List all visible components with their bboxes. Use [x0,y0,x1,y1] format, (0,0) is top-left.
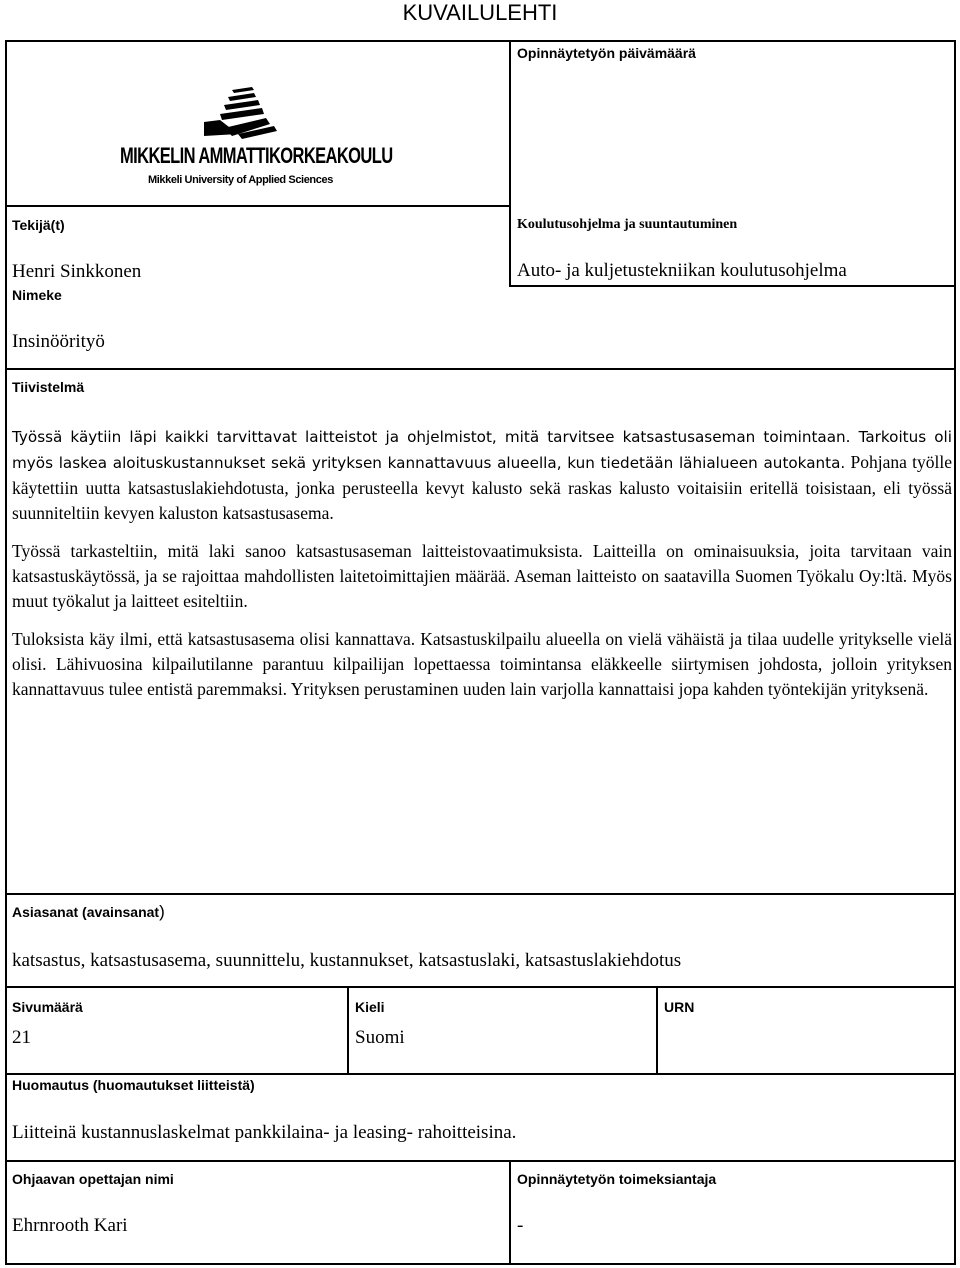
title-label: Nimeke [12,287,62,303]
logo-subtitle: Mikkeli University of Applied Sciences [148,174,333,186]
divider [509,40,511,286]
divider [5,986,956,988]
keywords-label-tail: ) [159,902,165,921]
programme-value: Auto- ja kuljetustekniikan koulutusohjelma [517,260,847,281]
abstract-label: Tiivistelmä [12,379,85,395]
supervisor-value: Ehrnrooth Kari [12,1215,128,1236]
keywords-value: katsastus, katsastusasema, suunnittelu, kustannukset, katsastuslaki, katsastuslakiehdotus [12,950,682,971]
programme-label: Koulutusohjelma ja suuntautuminen [517,217,738,232]
commissioner-label: Opinnäytetyön toimeksiantaja [517,1171,717,1187]
abstract-body [12,424,952,715]
notes-label: Huomautus (huomautukset liitteistä) [12,1077,255,1093]
page-title: KUVAILULEHTI [402,0,558,25]
urn-label: URN [664,999,695,1015]
notes-value: Liitteinä kustannuslaskelmat pankkilaina- ja leasing- rahoitteisina. [12,1122,517,1143]
commissioner-value: - [517,1215,524,1236]
pages-label: Sivumäärä [12,999,83,1015]
divider [656,986,658,1074]
abstract-paragraph-part: Työssä käytiin läpi kaikki tarvittavat laitteistot ja ohjelmistot, mitä tarvitsee katsastusaseman toimintaan. Tarkoitus oli myös laskea aloituskustannukset sekä yrityksen kannattavuus alueella, kun tiedetään lähialueen autokanta. [12,428,952,472]
abstract-paragraph [12,424,952,526]
pages-value: 21 [12,1027,31,1048]
language-label: Kieli [355,999,385,1015]
divider [5,1160,956,1162]
author-label: Tekijä(t) [12,217,65,233]
divider [347,986,349,1074]
divider [509,285,956,287]
supervisor-label: Ohjaavan opettajan nimi [12,1171,174,1187]
divider [5,368,956,370]
abstract-paragraph: Tuloksista käy ilmi, että katsastusasema olisi kannattava. Katsastuskilpailu alueella on vielä vähäistä ja tilaa uudelle yritykselle vielä olisi. Lähivuosina kilpailutilanne parantuu kilpailijan lopettaessa toimintansa eläkkeelle siirtymisen johdosta, jolloin yrityksen kannattavuus tulee entistä paremmaksi. Yrityksen perustaminen uuden lain varjolla kannattaisi jopa kahden työntekijän yrityksenä. [12,629,952,699]
abstract-paragraph: Työssä tarkasteltiin, mitä laki sanoo katsastusaseman laitteistovaatimuksista. Laitteilla on ominaisuuksia, joita tarvitaan vain katsastuskäytössä, ja se rajoittaa mahdollisten laitetoimittajien määrää. Aseman laitteisto on saatavilla Suomen Työkalu Oy:ltä. Myös muut työkalut ja laitteet esiteltiin. [12,541,952,611]
keywords-label [12,904,165,920]
divider [509,1160,511,1265]
divider [5,1073,956,1075]
logo-name: MIKKELIN AMMATTIKORKEAKOULU [120,144,393,169]
title-value: Insinöörityö [12,331,105,352]
university-logo [120,84,393,194]
divider [5,893,956,895]
author-value: Henri Sinkkonen [12,261,142,282]
divider [5,205,509,207]
language-value: Suomi [355,1027,405,1048]
abstract-paragraph-part: Pohjana työlle käytettiin uutta katsastuslakiehdotusta, jonka perusteella kevyt kalusto sekä raskas kalusto voitaisiin eritellä toisistaan, eli työssä suunniteltiin kevyen kaluston katsastusasema. [12,452,952,523]
date-label: Opinnäytetyön päivämäärä [517,45,696,61]
keywords-label-text: Asiasanat (avainsanat [12,904,160,920]
